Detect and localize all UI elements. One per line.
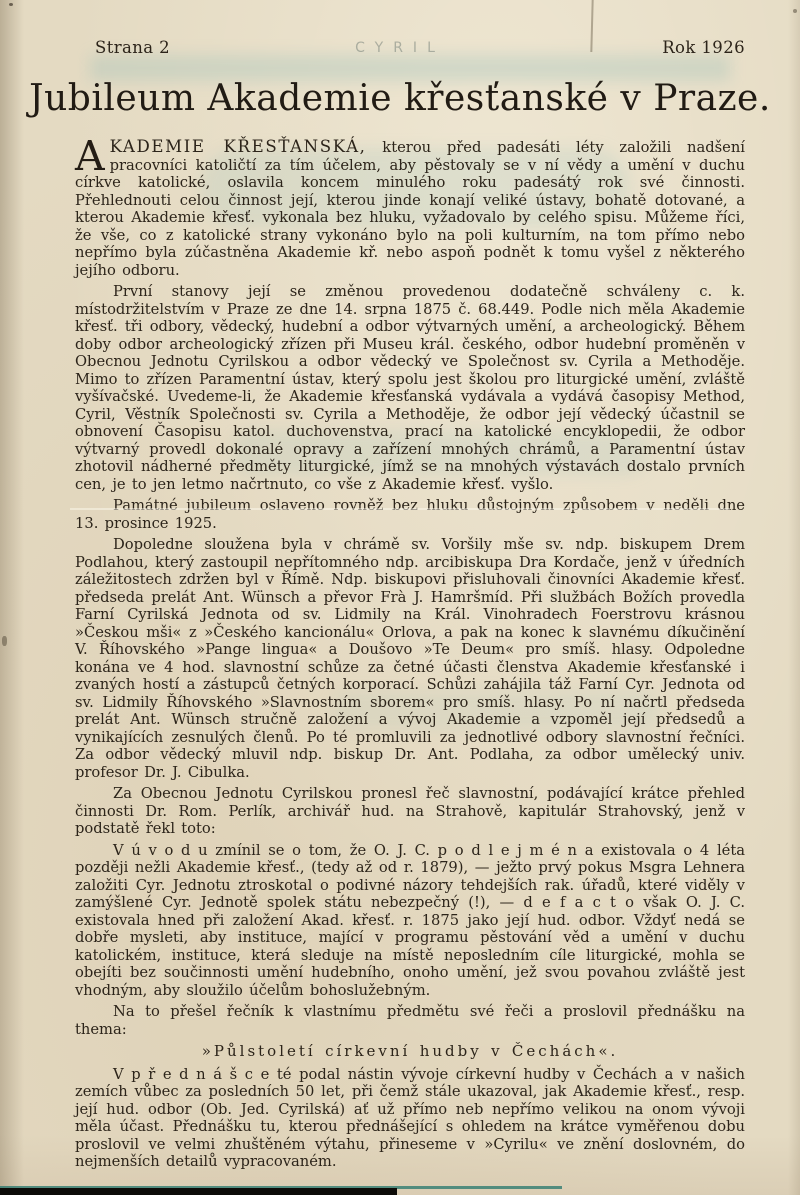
article-title: Jubileum Akademie křesťanské v Praze. (29, 78, 771, 119)
paragraph: V p ř e d n á š c e té podal nástin vývoje církevní hudby v Čechách a v našich zemích vůbec za posledních 50 let, při čemž stále ukazoval, jak Akademie křesť., resp. její hud. odbor (Ob. Jed. Cyrilská) ať už přímo neb nepřímo velikou na onom vývoji měla účast. Přednášku tu, kterou přednášející s ohledem na krátce vyměřenou dobu proslovil ve velmi zhuštěném výtahu, přineseme v »Cyrilu« ve znění doslovném, do nejmenších detailů vypracovaném. (75, 1065, 745, 1170)
scan-edge-black-bar (0, 1188, 397, 1195)
year-label: Rok 1926 (662, 38, 745, 57)
paragraph: V ú v o d u zmínil se o tom, že O. J. C. p o d l e j m é n a existovala o 4 léta později nežli Akademie křesť., (tedy až od r. 1879), — ježto prvý pokus Msgra Lehnera založiti Cyr. Jednotu ztroskotal o podivné názory tehdejších rak. úřadů, které viděly v zamýšlené Cyr. Jednotě spolek státu nebezpečný (!), — d e f a c t o však O. J. C. existovala hned při založení Akad. křesť. r. 1875 jako její hud. odbor. Vždyť nedá se dobře mysleti, aby instituce, mající v programu pěstování věd a umění v duchu katolickém, instituce, která sleduje na místě neposledním cíle liturgické, mohla se obejíti bez součinnosti umění hudebního, onoho umění, jež svou povahou zvláště jest vhodným, aby sloužilo účelům bohoslužebným. (75, 841, 745, 999)
lecture-title-line: »Půlstoletí církevní hudby v Čechách«. (201, 1042, 619, 1060)
paragraph: První stanovy její se změnou provedenou dodatečně schváleny c. k. místodržitelstvím v Praze ze dne 14. srpna 1875 č. 68.449. Podle nich měla Akademie křesť. tři odbory, vědecký, hudební a odbor výtvarných umění, a archeologický. Během doby odbor archeologický zřízen při Museu král. českého, odbor hudební proměněn v Obecnou Jednotu Cyrilskou a odbor vědecký ve Společnost sv. Cyrila a Methoděje. Mimo to zřízen Paramentní ústav, který spolu jest školou pro liturgické umění, zvláště vyšívačské. Uvedeme-li, že Akademie křesťanská vydávala a vydává časopisy Method, Cyril, Věstník Společnosti sv. Cyrila a Methoděje, že odbor její vědecký účastnil se obnovení Časopisu katol. duchovenstva, prací na katolické encyklopedii, že odbor výtvarný provedl dokonalé opravy a zařízení mnohých chrámů, a Paramentní ústav zhotovil nádherné předměty liturgické, jímž se na mnohých výstavách dostalo prvních cen, je to jen letmo načrtnuto, co vše z Akademie křesť. vyšlo. (75, 283, 745, 493)
scan-speck (9, 3, 13, 6)
paragraph: Na to přešel řečník k vlastnímu předmětu své řeči a proslovil přednášku na thema: (75, 1003, 745, 1038)
page-number-label: Strana 2 (95, 38, 171, 57)
lede-text: kterou před padesáti léty založili nadšení pracovníci katoličtí za tím účelem, aby pěstovaly se v ní vědy a umění v duchu církve katolické, oslavila koncem minulého roku padesátý rok své činnosti. Přehlednouti celou činnost její, kterou jinde konají veliké ústavy, bohatě dotované, a kterou Akademie křesť. vykonala bez hluku, vyžadovalo by celého spisu. Můžeme říci, že vše, co z katolické strany vykonáno bylo na poli kulturním, na tom přímo nebo nepřímo byla zúčastněna Akademie kř. nebo aspoň podnět k tomu vyšel z některého jejího odboru. (75, 139, 745, 279)
paper-fold-line (70, 508, 730, 510)
running-head (0, 38, 800, 62)
paragraph: Dopoledne sloužena byla v chrámě sv. Voršily mše sv. ndp. biskupem Drem Podlahou, který zastoupil nepřítomného ndp. arcibiskupa Dra Kordače, jenž v úředních záležitostech zdržen byl v Římě. Ndp. biskupovi přisluhovali činovníci Akademie křesť. předseda prelát Ant. Wünsch a převor Frà J. Hamršmíd. Při službách Božích provedla Farní Cyrilská Jednota od sv. Lidmily na Král. Vinohradech Foerstrovu krásnou »Českou mši« z »Českého kancionálu« Orlova, a pak na konec k slavnému díkučinění V. Říhovského »Pange lingua« a Doušovo »Te Deum« pro smíš. hlasy. Odpoledne konána ve 4 hod. slavnostní schůze za četné účasti členstva Akademie křesťanské i zvaných hostí a zástupců četných korporací. Schůzi zahájila táž Farní Cyr. Jednota od sv. Lidmily Říhovského »Slavnostním sborem« pro smíš. hlasy. Po ní načrtl předseda prelát Ant. Wünsch stručně založení a vývoj Akademie a vzpoměl její předsedů a vynikajících zesnulých členů. Po té promluvili za jednotlivé odbory slavnostní řečníci. Za odbor vědecký mluvil ndp. biskup Dr. Ant. Podlaha, za odbor umělecký univ. profesor Dr. J. Cibulka. (75, 536, 745, 781)
lede-smallcaps: KADEMIE KŘESŤANSKÁ, (109, 137, 367, 156)
article-body (75, 132, 745, 1175)
paragraph-lede (75, 132, 745, 279)
paragraph: Památné jubileum oslaveno rovněž bez hluku důstojným způsobem v neděli dne 13. prosince 1925. (75, 497, 745, 532)
drop-cap-initial: A (75, 132, 105, 180)
scan-speck (2, 636, 7, 646)
paragraph: Za Obecnou Jednotu Cyrilskou pronesl řeč slavnostní, podávající krátce přehled činnosti Dr. Rom. Perlík, archivář hud. na Strahově, kapitulár Strahovský, jenž v podstatě řekl toto: (75, 785, 745, 837)
scan-speck (793, 9, 797, 13)
journal-name-watermark: CYRIL (355, 40, 445, 56)
